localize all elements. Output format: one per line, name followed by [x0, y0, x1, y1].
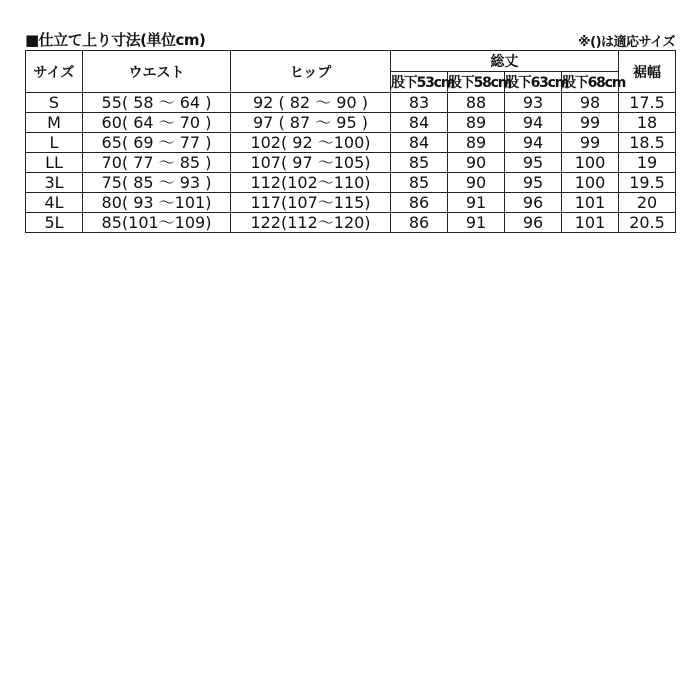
hem-width-cell: 20	[619, 193, 676, 213]
hip-cell: 102( 92 ～100)	[231, 133, 391, 153]
length-63-cell: 95	[505, 153, 562, 173]
header-inseam-53: 股下53cm	[391, 72, 448, 93]
header-hem-width: 裾幅	[619, 51, 676, 93]
waist-cell: 60( 64 ～ 70 )	[83, 113, 231, 133]
hem-width-cell: 17.5	[619, 93, 676, 113]
length-53-cell: 84	[391, 113, 448, 133]
hem-width-cell: 18.5	[619, 133, 676, 153]
length-58-cell: 91	[448, 193, 505, 213]
hem-width-cell: 19	[619, 153, 676, 173]
length-53-cell: 83	[391, 93, 448, 113]
length-63-cell: 95	[505, 173, 562, 193]
length-58-cell: 91	[448, 213, 505, 233]
length-58-cell: 90	[448, 173, 505, 193]
size-cell: 4L	[26, 193, 83, 213]
waist-cell: 85(101～109)	[83, 213, 231, 233]
waist-cell: 70( 77 ～ 85 )	[83, 153, 231, 173]
hem-width-cell: 20.5	[619, 213, 676, 233]
table-row	[26, 213, 676, 233]
length-53-cell: 86	[391, 213, 448, 233]
length-68-cell: 100	[562, 173, 619, 193]
size-cell: 3L	[26, 173, 83, 193]
waist-cell: 55( 58 ～ 64 )	[83, 93, 231, 113]
length-53-cell: 85	[391, 153, 448, 173]
header-inseam-68: 股下68cm	[562, 72, 619, 93]
length-63-cell: 94	[505, 133, 562, 153]
table-row	[26, 93, 676, 113]
header-hip: ヒップ	[231, 51, 391, 93]
length-53-cell: 85	[391, 173, 448, 193]
length-63-cell: 93	[505, 93, 562, 113]
size-cell: LL	[26, 153, 83, 173]
hip-cell: 112(102～110)	[231, 173, 391, 193]
table-header-row	[26, 51, 676, 72]
length-53-cell: 84	[391, 133, 448, 153]
table-row	[26, 153, 676, 173]
table-row	[26, 113, 676, 133]
length-68-cell: 101	[562, 213, 619, 233]
length-63-cell: 96	[505, 213, 562, 233]
length-63-cell: 94	[505, 113, 562, 133]
header-inseam-58: 股下58cm	[448, 72, 505, 93]
hip-cell: 122(112～120)	[231, 213, 391, 233]
hip-cell: 117(107～115)	[231, 193, 391, 213]
waist-cell: 75( 85 ～ 93 )	[83, 173, 231, 193]
size-table	[25, 50, 676, 233]
length-58-cell: 90	[448, 153, 505, 173]
table-row	[26, 173, 676, 193]
waist-cell: 65( 69 ～ 77 )	[83, 133, 231, 153]
header-inseam-63: 股下63cm	[505, 72, 562, 93]
hem-width-cell: 19.5	[619, 173, 676, 193]
length-68-cell: 99	[562, 113, 619, 133]
length-68-cell: 100	[562, 153, 619, 173]
hip-cell: 92 ( 82 ～ 90 )	[231, 93, 391, 113]
waist-cell: 80( 93 ～101)	[83, 193, 231, 213]
size-cell: L	[26, 133, 83, 153]
length-53-cell: 86	[391, 193, 448, 213]
length-68-cell: 99	[562, 133, 619, 153]
length-58-cell: 88	[448, 93, 505, 113]
table-row	[26, 193, 676, 213]
length-68-cell: 98	[562, 93, 619, 113]
size-cell: S	[26, 93, 83, 113]
length-58-cell: 89	[448, 113, 505, 133]
length-68-cell: 101	[562, 193, 619, 213]
length-58-cell: 89	[448, 133, 505, 153]
hip-cell: 107( 97 ～105)	[231, 153, 391, 173]
length-63-cell: 96	[505, 193, 562, 213]
header-waist: ウエスト	[83, 51, 231, 93]
size-cell: 5L	[26, 213, 83, 233]
header-total-length: 総丈	[391, 51, 619, 72]
size-cell: M	[26, 113, 83, 133]
table-row	[26, 133, 676, 153]
header-size: サイズ	[26, 51, 83, 93]
table-heading: ■仕立て上り寸法(単位cm)	[25, 31, 206, 49]
hip-cell: 97 ( 87 ～ 95 )	[231, 113, 391, 133]
size-note: ※()は適応サイズ	[578, 35, 675, 50]
hem-width-cell: 18	[619, 113, 676, 133]
